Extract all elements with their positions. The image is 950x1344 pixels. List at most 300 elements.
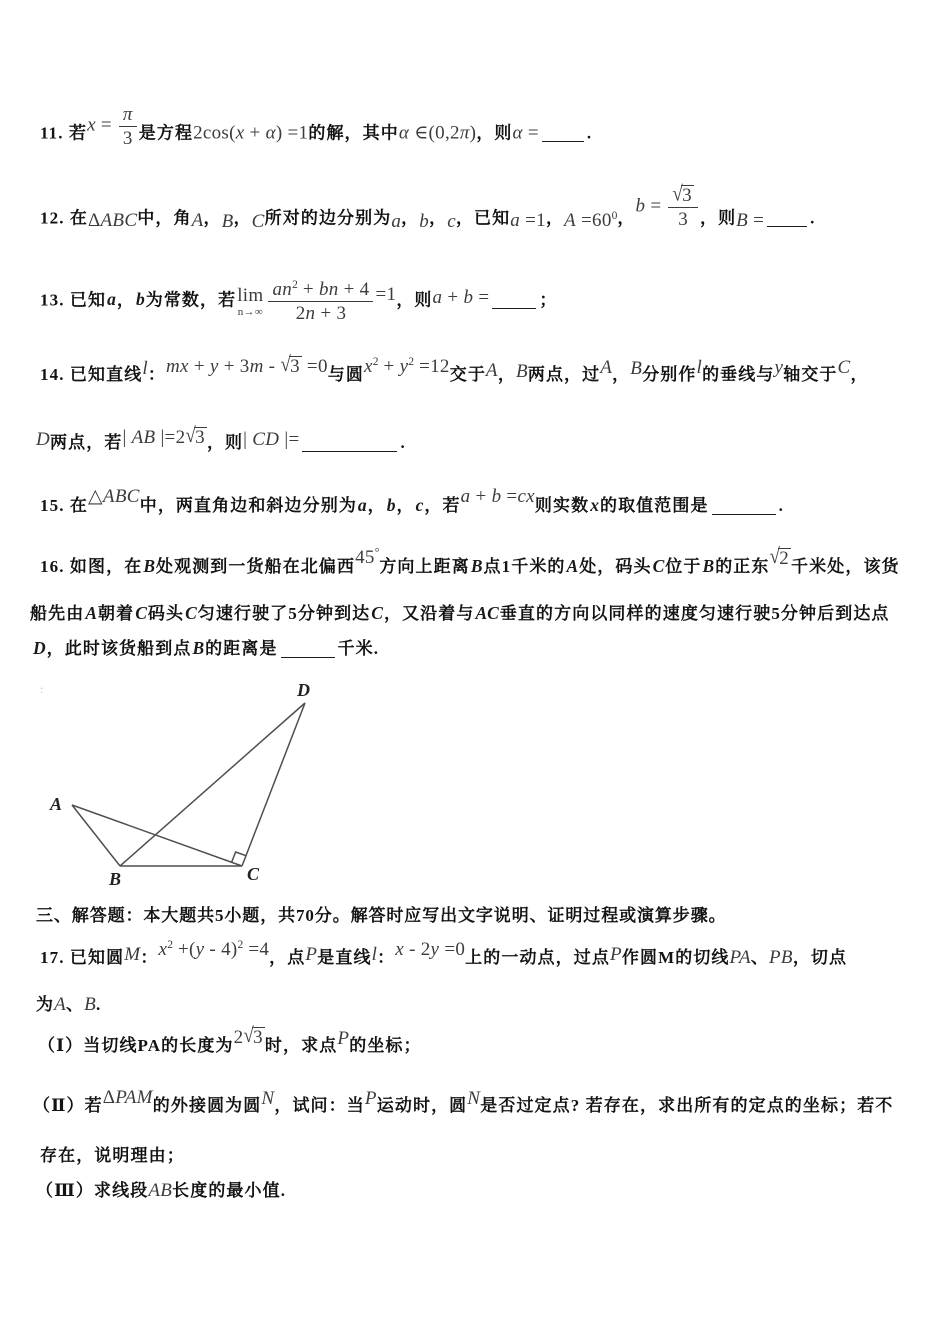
math-text: = [473,287,490,309]
figure-segment-CD [242,703,305,866]
math-var: M [124,944,141,965]
cn-text: ， [617,208,636,228]
math-text: 2cos( [193,122,236,144]
math-var: N [261,1088,275,1109]
cn-text: . [810,208,816,228]
cn-text: 的取值范围是 [599,496,709,515]
math-group [391,208,401,237]
math-var: l [696,357,703,378]
cn-text: 位于 [665,557,702,576]
math-var: α [265,122,276,144]
superscript: 2 [372,356,379,368]
cn-text: 、 [66,995,85,1014]
math-text: |= [279,429,300,450]
math-group [395,936,465,965]
math-var: PA [729,947,751,968]
math-var: x [158,939,168,960]
math-var: B [84,994,97,1015]
figure-segment-BD [120,703,305,866]
question-14-line-1 [40,353,869,389]
math-var: C [837,357,851,378]
math-text: |=2 [155,427,186,448]
limit-subscript: n→∞ [237,305,263,318]
cn-text: ， [850,365,869,384]
math-group [610,941,622,970]
cn-text: （Ⅲ）求线段 [36,1181,149,1200]
fraction-denominator [119,127,137,149]
cn-text: ； [539,290,558,310]
math-text: 3 [290,356,300,377]
math-text: ) =1 [275,122,309,144]
cn-text: ， [401,208,420,228]
answer-blank [302,447,397,452]
cn-text: . [400,433,406,452]
math-text: 3 [195,427,205,448]
answer-blank [712,510,776,515]
cn-text: 是方程 [138,123,194,143]
math-group [364,353,450,383]
math-group [516,358,528,387]
math-bold-var: a [357,495,367,515]
cn-text: ， [233,208,252,228]
figure-label-B: B [109,869,122,889]
cn-text: 15. 在 [40,496,88,515]
cn-text: 所对的边分别为 [264,208,392,228]
math-var: x [235,122,245,144]
math-var: P [609,944,622,965]
math-var: B [630,358,643,379]
cn-text: ， [203,208,222,228]
margin-mark: : [40,682,44,696]
math-text: + [442,287,464,309]
cn-text: 上的一动点，过点 [465,948,610,967]
cn-text: 14. 已知直线 [40,365,143,384]
math-group [88,483,140,512]
math-var: x [363,356,373,377]
cn-text: 与圆 [327,365,364,384]
cn-text: 朝着 [98,604,135,623]
math-var: cx [517,486,535,507]
math-text: =0 [301,356,328,377]
question-17-part-2-cont [40,1142,185,1170]
cn-text: 两点，过 [527,365,601,384]
answer-blank [542,137,584,142]
cn-text: ： [147,365,167,384]
math-text: 2 [295,303,306,325]
math-text: 2 [233,1027,244,1048]
cn-text: （Ⅱ）若 [33,1096,103,1115]
question-13 [40,279,558,325]
figure-label-A: A [50,794,63,814]
question-15 [40,486,784,519]
cn-text: 中，角 [137,208,192,228]
math-var: B [736,210,749,232]
fraction [119,104,137,150]
math-text: + 3 [218,356,250,377]
cn-text: ，此时该货船到点 [46,639,192,658]
cn-text: 两点，若 [50,433,123,452]
math-var: α [398,122,410,144]
math-var: a [391,211,402,233]
math-bold-var: b [135,289,145,310]
math-group [166,353,328,382]
math-text: 3 [678,209,689,231]
radical [243,1024,265,1048]
question-17-part-3 [36,1177,286,1205]
math-text: =0 [439,939,466,960]
cn-text: 点1千米的 [483,557,566,576]
cn-text: 船先由 [30,604,85,623]
cn-text: 垂直的方向以同样的速度匀速行驶5分钟后到达点 [499,604,890,623]
math-var: b [419,211,430,233]
math-bold-var: B [702,556,715,576]
math-var: an [272,279,293,300]
math-var: b [635,195,646,217]
math-var: A [564,210,576,232]
math-var: b [463,287,474,309]
math-text: 3 [122,128,133,150]
cn-text: 为 [36,995,55,1014]
math-bold-var: b [386,495,396,515]
cn-text: 17. 已知圆 [40,948,125,967]
math-text: =12 [414,356,450,377]
math-group [305,941,317,970]
math-bold-var: C [652,556,665,576]
cn-text: . [586,123,593,143]
math-text: 3 [253,1027,263,1048]
math-var: AB [131,427,156,448]
math-var: b [491,486,502,507]
math-group [365,1085,377,1114]
math-var: AB [148,1180,173,1201]
question-17-line-1 [40,939,848,972]
math-group [158,936,269,966]
math-group [447,208,456,237]
math-bold-var: c [415,495,424,515]
cn-text: ， [429,208,448,228]
cn-text: ，则 [699,208,737,228]
cn-text: 存在，说明理由； [40,1146,185,1165]
math-var: m [249,356,264,377]
math-bold-var: a [107,289,116,310]
math-var: a [460,486,471,507]
math-text: | [122,427,132,448]
cn-text: 处观测到一货船在北偏西 [156,557,356,576]
fraction-denominator [268,302,373,324]
math-bold-var: C [185,603,197,623]
answer-blank [281,653,335,658]
math-text: + 4 [338,279,370,300]
math-var: A [54,994,67,1015]
math-group [261,1085,274,1114]
math-var: x [87,114,96,136]
cn-text: ，点 [269,948,306,967]
math-var: y [209,356,219,377]
math-var: l [371,944,378,965]
math-group [696,354,702,383]
cn-text: 交于 [449,365,486,384]
math-group [774,354,783,383]
radical [185,424,207,448]
cn-text: 码头 [147,604,185,623]
math-text: + [188,356,210,377]
math-text: 3 [682,185,692,206]
cn-text: 的垂线与 [702,365,775,384]
math-text: Δ [102,1087,116,1108]
cn-text: 的解，其中 [308,123,399,143]
math-text: =1 [520,210,546,232]
fraction-numerator [119,104,137,127]
math-var: ABC [100,210,138,232]
cn-text: 、 [750,948,770,967]
math-group [88,207,137,236]
math-text: + 3 [315,303,347,325]
cn-text: 为常数，若 [145,290,237,310]
question-14-line-2 [36,424,406,457]
math-text: + [378,356,400,377]
math-group [122,424,207,453]
question-17-part-1 [38,1024,422,1060]
math-var: PAM [115,1087,153,1108]
math-bold-var: B [192,638,205,658]
math-group [375,281,396,310]
cn-text: 13. 已知 [40,290,107,310]
cn-text: ，已知 [455,208,511,228]
figure-label-C: C [247,864,260,884]
math-var: y [430,939,440,960]
question-16-line-1 [40,545,900,580]
cn-text: 三、解答题：本大题共5小题，共70分。解答时应写出文字说明、证明过程或演算步骤。 [36,906,727,925]
math-var: ABC [102,486,140,507]
cn-text: ，则 [476,123,513,143]
cn-text: （Ⅰ）当切线PA的长度为 [38,1036,234,1055]
cn-text: ，则 [396,290,433,310]
math-var: mx [166,356,189,377]
math-group [103,1084,153,1113]
math-group [252,208,265,237]
math-group [337,1025,349,1054]
math-text: = [501,486,518,507]
radical [769,545,792,569]
math-var: c [447,211,456,233]
math-group [433,284,490,313]
math-text: =1 [375,284,397,306]
cn-text: 的距离是 [205,639,278,658]
math-text: + [244,122,266,144]
cn-text: ， [497,365,516,384]
math-text: Δ [88,210,101,232]
math-var: P [364,1088,377,1109]
math-var: x [395,939,405,960]
math-var: N [467,1088,481,1109]
math-group [838,354,851,383]
math-var: π [459,122,470,144]
radical-sign: √ [769,545,781,569]
cn-text: ，又沿着与 [383,604,475,623]
superscript: 2 [292,279,298,291]
radical [280,353,302,377]
math-group [510,207,546,236]
radical [672,182,694,206]
math-var: B [515,361,528,382]
question-16-line-3 [32,634,379,662]
math-text: 2 [779,548,790,569]
question-16-line-2 [30,599,890,627]
cn-text: . [96,995,102,1014]
math-group [461,483,535,512]
math-var: y [774,357,784,378]
cn-text: ， [396,496,415,515]
question-17-line-2 [36,991,101,1019]
fraction [268,279,373,325]
cn-text: 长度的最小值. [172,1181,287,1200]
cn-text: ，则 [206,433,244,452]
math-bold-var: B [470,556,483,576]
math-var: CD [252,429,280,450]
math-group [142,355,148,384]
radical-sign: √ [243,1024,255,1048]
cn-text: 时，求点 [264,1036,338,1055]
math-group [630,355,642,384]
math-var: A [191,210,204,232]
math-bold-var: AC [475,603,499,623]
math-group [87,104,139,150]
fraction-numerator [668,182,698,208]
superscript: 2 [237,939,244,951]
math-group [372,941,378,970]
math-group [192,207,204,236]
math-var: PB [769,947,793,968]
fraction [668,182,698,231]
figure-triangle-diagram [20,676,350,898]
math-text: = [748,210,765,232]
math-text: | [243,429,253,450]
math-text: - 4) [204,939,238,960]
math-text: + [470,486,492,507]
math-var: P [337,1028,350,1049]
cn-text: 轴交于 [783,365,838,384]
math-group [770,545,792,574]
cn-text: 的坐标； [349,1036,422,1055]
superscript: ° [374,547,380,559]
radical-sign: √ [185,424,197,448]
math-var: a [510,210,521,232]
math-var: bn [318,279,339,300]
cn-text: . [778,496,784,515]
math-text: - 2 [404,939,431,960]
math-text: = [95,114,117,136]
cn-text: 运动时，圆 [376,1096,468,1115]
radical-sign: √ [280,353,292,377]
math-group [419,208,429,237]
cn-text: 是直线 [317,948,372,967]
cn-text: 处，码头 [579,557,652,576]
math-text: = [645,195,667,217]
limit-operator: lim [237,284,264,306]
math-text: △ [88,486,103,507]
cn-text: ，试问：当 [274,1096,365,1115]
math-bold-var: C [371,603,383,623]
cn-text: ， [367,496,386,515]
question-12 [40,182,816,233]
math-var: α [512,122,523,144]
math-var: n [305,303,316,325]
answer-blank [767,222,807,227]
math-text: +( [172,939,196,960]
math-var: D [36,429,51,450]
math-group [736,207,764,236]
radical-sign: √ [672,182,684,206]
cn-text: 千米处，该货 [791,557,900,576]
math-var: π [122,104,133,125]
figure-segment-AC [72,805,242,866]
math-group [243,426,299,455]
cn-text: 匀速行驶了5分钟到达 [197,604,371,623]
math-bold-var: D [33,638,46,658]
math-group [222,208,234,237]
cn-text: 分别作 [642,365,697,384]
superscript: 0 [611,210,618,223]
math-var: y [399,356,409,377]
math-text: ∈(0,2 [409,122,460,144]
math-text: 45 [355,547,375,568]
math-text: - [263,356,281,377]
math-bold-var: C [135,603,147,623]
cn-text: 千米. [337,639,380,658]
cn-text: ，若 [424,496,461,515]
math-group [635,182,699,231]
cn-text: 中，两直角边和斜边分别为 [139,496,357,515]
math-text: = [522,122,539,144]
cn-text: 作圆M的切线 [621,948,730,967]
fraction-numerator [268,279,373,302]
cn-text: 是否过定点? 若存在，求出所有的定点的坐标；若不 [480,1096,894,1115]
cn-text: 12. 在 [40,208,88,228]
question-11 [40,104,593,150]
cn-text: ： [377,948,396,967]
math-var: C [251,211,265,233]
math-bold-var: B [143,556,155,576]
math-var: A [485,360,498,381]
cn-text: 则实数 [534,496,590,515]
math-var: B [221,211,234,233]
cn-text: ， [545,208,565,228]
section-3-header [36,902,727,930]
limit-block [237,286,263,318]
math-group [486,357,498,386]
math-group [600,354,612,383]
math-text: =60 [575,210,612,232]
math-text: ) [469,122,477,144]
cn-text: 的正东 [715,557,770,576]
math-bold-var: A [566,556,579,576]
cn-text: 方向上距离 [379,557,470,576]
cn-text: ： [140,948,159,967]
math-group [124,941,140,970]
cn-text: 16. 如图，在 [40,557,143,576]
superscript: 2 [167,939,173,951]
math-group [234,1024,265,1053]
math-bold-var: x [590,495,599,515]
superscript: 2 [408,356,415,368]
cn-text: ，切点 [792,948,848,967]
math-text: + [297,279,319,300]
math-var: P [305,944,318,965]
fraction-denominator [668,208,698,230]
math-var: y [195,939,205,960]
cn-text: ， [612,365,631,384]
math-var: a [432,287,443,309]
